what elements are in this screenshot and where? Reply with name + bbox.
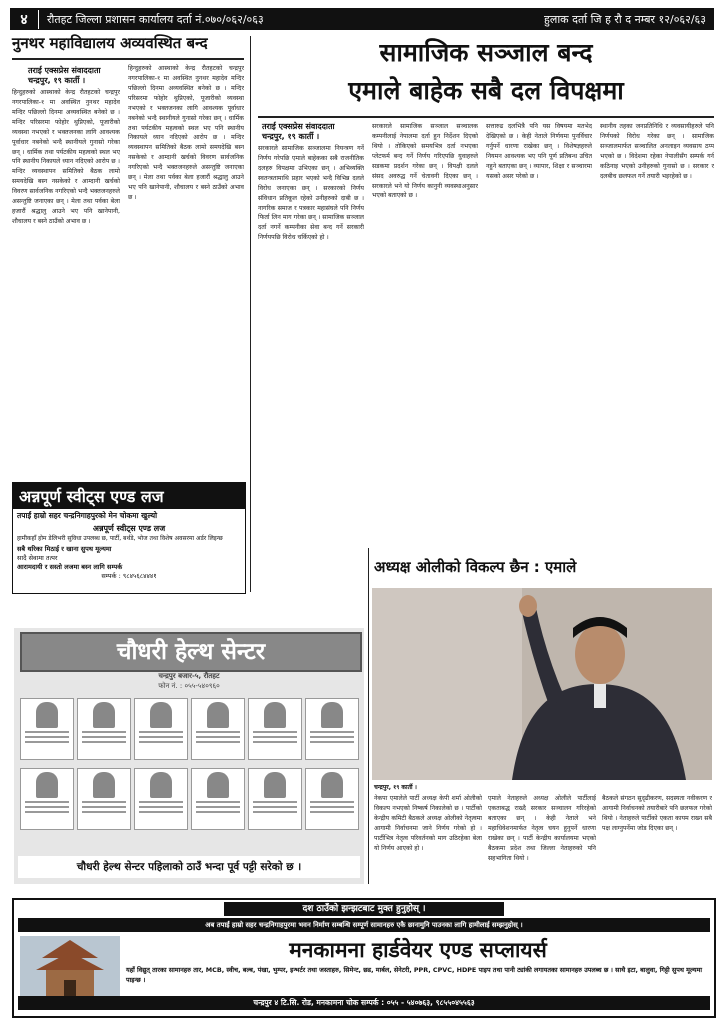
hardware-ad [12,898,716,1018]
doctor-card [305,698,359,760]
story1-headline: नुनथर महाविद्यालय अव्यवस्थित बन्द [12,34,208,52]
oli-photo [372,588,712,780]
story2-dateline: चन्द्रपुर, १९ कार्ती । [262,132,320,141]
doctor-card [134,768,188,830]
temple-image [20,936,120,998]
doctor-card [77,768,131,830]
page-header [10,8,714,30]
story3-body-c: बैठकले संगठन सुदृढीकरण, सदस्यता नवीकरण र आगामी निर्वाचनको तयारीबारे पनि छलफल गरेको थियो । नेताहरुले पार्टीको एकता कायम राख्न सबै पक्ष लाग्नुपर्नेमा जोड दिएका छन् । [602,795,712,832]
story3-body-a: नेकपा एमालेले पार्टी अध्यक्ष केपी शर्मा ओलीको विकल्प नभएको निष्कर्ष निकालेको छ । पार्टीको केन्द्रीय कमिटी बैठकले अध्यक्ष ओलीको नेतृत्वमा आगामी निर्वाचनमा जाने निर्णय गरेको हो । पार्टीभित्र नेतृत्व परिवर्तनको माग उठिरहेका बेला यो निर्णय आएको हो । [374,795,482,852]
annapurna-ad-name: अन्नपूर्ण स्वीट्स एण्ड लज [92,524,166,533]
annapurna-ad-line2: सबै थरिका मिठाई र खाना सुपथ मूल्यमा [17,544,112,553]
annapurna-ad-line1: हामीकहाँ होम डेलिभरी सुविधा उपलब्ध छ, पार्टी, बर्थडे, भोज तथा विशेष अवसरमा अर्डर लिइन्छ [17,535,223,542]
hardware-ad-title: मनकामना हार्डवेयर एण्ड सप्लायर्स [289,938,547,962]
doctor-card [191,698,245,760]
story1-body-col1: हिन्दुहरुको आस्थाको केन्द्र रौतहटको चन्द्रपुर नगरपालिका-१ मा अवस्थित नुनथर महादेव मन्दिर पछिल्लो दिनमा अव्यवस्थित बनेको छ । मन्दिर परिसरमा फोहोर थुप्रिएको, पूजारीको व्यवस्था नभएको र भक्तजनका लागि आवश्यक पूर्वाधार नबनेको भन्दै स्थानीयले गुनासो गरेका छन् । धार्मिक तथा पर्यटकीय महत्वको स्थल भए पनि स्थानीय निकायले ध्यान नदिएको आरोप छ । मन्दिर व्यवस्थापन समितिको बैठक लामो समयदेखि बस्न नसकेको र आम्दानी खर्चको विवरण सार्वजनिक नगरिएको भन्दै भक्तजनहरुले असन्तुष्टि जनाएका छन् । मेला तथा पर्वका बेला हजारौं श्रद्धालु आउने भए पनि खानेपानी, शौचालय र बस्ने ठाउँको अभाव छ । [12,89,120,225]
story1-dateline: चन्द्रपुर, १९ कार्ती । [28,76,86,85]
story1-byline: तराई एक्सप्रेस संवाददाता [28,66,101,75]
annapurna-ad-title: अन्नपूर्ण स्वीट्स एण्ड लज [13,483,245,509]
health-center-caption: चौधरी हेल्थ सेन्टर पहिलाको ठाउँ भन्दा पूर्व पट्टी सरेको छ । [18,856,360,878]
annapurna-ad-line3: सादै सेवामा तत्पर [17,553,58,562]
story1-body-col2: हिन्दुहरुको आस्थाको केन्द्र रौतहटको चन्द्रपुर नगरपालिका-१ मा अवस्थित नुनथर महादेव मन्दिर पछिल्लो दिनमा अव्यवस्थित बनेको छ । मन्दिर परिसरमा फोहोर थुप्रिएको, पूजारीको व्यवस्था नभएको र भक्तजनका लागि आवश्यक पूर्वाधार नबनेको भन्दै स्थानीयले गुनासो गरेका छन् । धार्मिक तथा पर्यटकीय महत्वको स्थल भए पनि स्थानीय निकायले ध्यान नदिएको आरोप छ । मन्दिर व्यवस्थापन समितिको बैठक लामो समयदेखि बस्न नसकेको र आम्दानी खर्चको विवरण सार्वजनिक नगरिएको भन्दै भक्तजनहरुले असन्तुष्टि जनाएका छन् । मेला तथा पर्वका बेला हजारौं श्रद्धालु आउने भए पनि खानेपानी, शौचालय र बस्ने ठाउँको अभाव छ । [128,65,244,201]
hardware-ad-top2: अब तपाईं हाम्रो सहर चन्द्रनिगाहपुरमा भवन निर्माण सम्बन्धि सम्पूर्ण सामानहरु एकै छानामुनि पाउनका लागि हामीलाई सम्झनुहोस् । [18,918,710,932]
story3-body-b: एमाले नेताहरुले अध्यक्ष ओलीले पार्टीलाई एकताबद्ध राख्दै सरकार सञ्चालन गरिरहेको बताएका छन् । केही नेताले भने महाधिवेशनमार्फत नेतृत्व चयन हुनुपर्ने धारणा राखेका छन् । पार्टी केन्द्रीय कार्यालयमा भएको बैठकमा प्रदेश तथा जिल्ला नेताहरुको पनि सहभागिता थियो । [488,795,596,862]
story2-col3: सत्तारुढ दलभित्रै पनि यस विषयमा मतभेद देखिएको छ । केही नेताले निर्णयमा पुनर्विचार गर्नुपर्ने धारणा राखेका छन् । विशेषज्ञहरुले नियमन आवश्यक भए पनि पूर्ण प्रतिबन्ध उचित नहुने बताएका छन् । व्यापार, शिक्षा र सञ्चारमा यसको असर परेको छ । [486,123,592,180]
doctor-card [20,768,74,830]
doctor-card [305,768,359,830]
annapurna-ad-line4: आरामदायी र सस्तो लजमा बस्न लागि सम्पर्क [17,562,123,571]
story2-byline: तराई एक्सप्रेस संवाददाता [262,122,335,131]
doctor-card [77,698,131,760]
annapurna-ad-contact: सम्पर्क : ९८४५६८४४४१ [101,571,157,580]
doctor-card [134,698,188,760]
doctor-card [20,698,74,760]
story3-headline: अध्यक्ष ओलीको विकल्प छैन : एमाले [374,558,577,576]
health-center-phone: फोन नं. : ०५५-५४०९६० [158,682,220,690]
registration-right: हुलाक दर्ता जि ह रौ द नम्बर १२/०६२/६३ [544,12,706,26]
doctor-card [191,768,245,830]
story2-headline-b: एमाले बाहेक सबै दल विपक्षमा [348,76,624,105]
health-center-ad [14,628,364,884]
hardware-ad-top1: दश ठाउँको झन्झटबाट मुक्त हुनुहोस् । [224,902,504,916]
hardware-ad-contact: चन्द्रपुर ४ टि.सि. रोड, मनकामना चोक सम्पर्क : ०५५ - ५४०७६३, ९८५५०४५५६३ [18,996,710,1010]
registration-left: रौतहट जिल्ला प्रशासन कार्यालय दर्ता नं.०७०/०६२/०६३ [47,12,264,26]
hardware-ad-items: यहाँ विद्युत् तारका सामानहरु तार, MCB, स्वीच, बल्ब, पंखा, भुम्पर, इन्भर्टर तथा जस्ताहरु, सिमेन्ट, छड, मार्बल, सेनेटरी, PPR, CPVC, HDPE पाइप तथा पानी ट्यांकी लगायतका सामानहरु उपलब्ध छ । साथै इटा, बालुवा, गिट्टी सुपथ मूल्यमा पाइन्छ । [126,966,703,984]
story2-col1: सरकारले सामाजिक सञ्जालमा नियन्त्रण गर्ने निर्णय गरेपछि एमाले बाहेकका सबै राजनीतिक दलहरु विपक्षमा उभिएका छन् । अभिव्यक्ति स्वतन्त्रतामाथि प्रहार भएको भन्दै विभिन्न दलले विरोध जनाएका छन् । सरकारको निर्णय संविधान प्रतिकूल रहेको उनीहरुको दाबी छ । नागरिक समाज र पत्रकार महासंघले पनि निर्णय फिर्ता लिन माग गरेका छन् । सामाजिक सञ्जाल दर्ता नगर्ने कम्पनीका सेवा बन्द गर्ने सरकारी निर्णयपछि विरोध चर्किएको हो । [258,145,364,242]
story3-dateline: चन्द्रपुर, १९ कार्ती । [374,784,417,791]
annapurna-ad [12,482,246,594]
health-center-address: चन्द्रपुर बजार-५, रौतहट [158,672,220,680]
doctor-card [248,768,302,830]
health-center-title: चौधरी हेल्थ सेन्टर [20,632,362,672]
story2-col4: स्थानीय तहका जनप्रतिनिधि र व्यवसायीहरुले पनि निर्णयको विरोध गरेका छन् । सामाजिक सञ्जालमार्फत सञ्चालित अनलाइन व्यवसाय ठप्प भएको छ । विदेशमा रहेका नेपालीसँग सम्पर्क गर्न कठिनाइ भएको उनीहरुको गुनासो छ । सरकार र दलबीच छलफल गर्ने तयारी भइरहेको छ । [600,123,714,180]
annapurna-ad-sub: तपाईं हाम्रो सहर चन्द्रनिगाहपुरको मेन चोकमा खुल्यो [17,511,158,520]
page-number: ४ [10,10,39,29]
doctor-card [248,698,302,760]
story2-col2: सरकारले सामाजिक सञ्जाल सञ्चालक कम्पनीलाई नेपालमा दर्ता हुन निर्देशन दिएको थियो । तोकिएको समयभित्र दर्ता नभएका प्लेटफर्म बन्द गर्ने निर्णय गरिएपछि युवाहरुले सडकमा प्रदर्शन गरेका छन् । विपक्षी दलले संसद अवरुद्ध गर्ने चेतावनी दिएका छन् । सरकारले भने यो निर्णय कानुनी व्यवस्थाअनुसार भएको बताएको छ । [372,123,478,200]
story2-headline-a: सामाजिक सञ्जाल बन्द [379,38,593,67]
